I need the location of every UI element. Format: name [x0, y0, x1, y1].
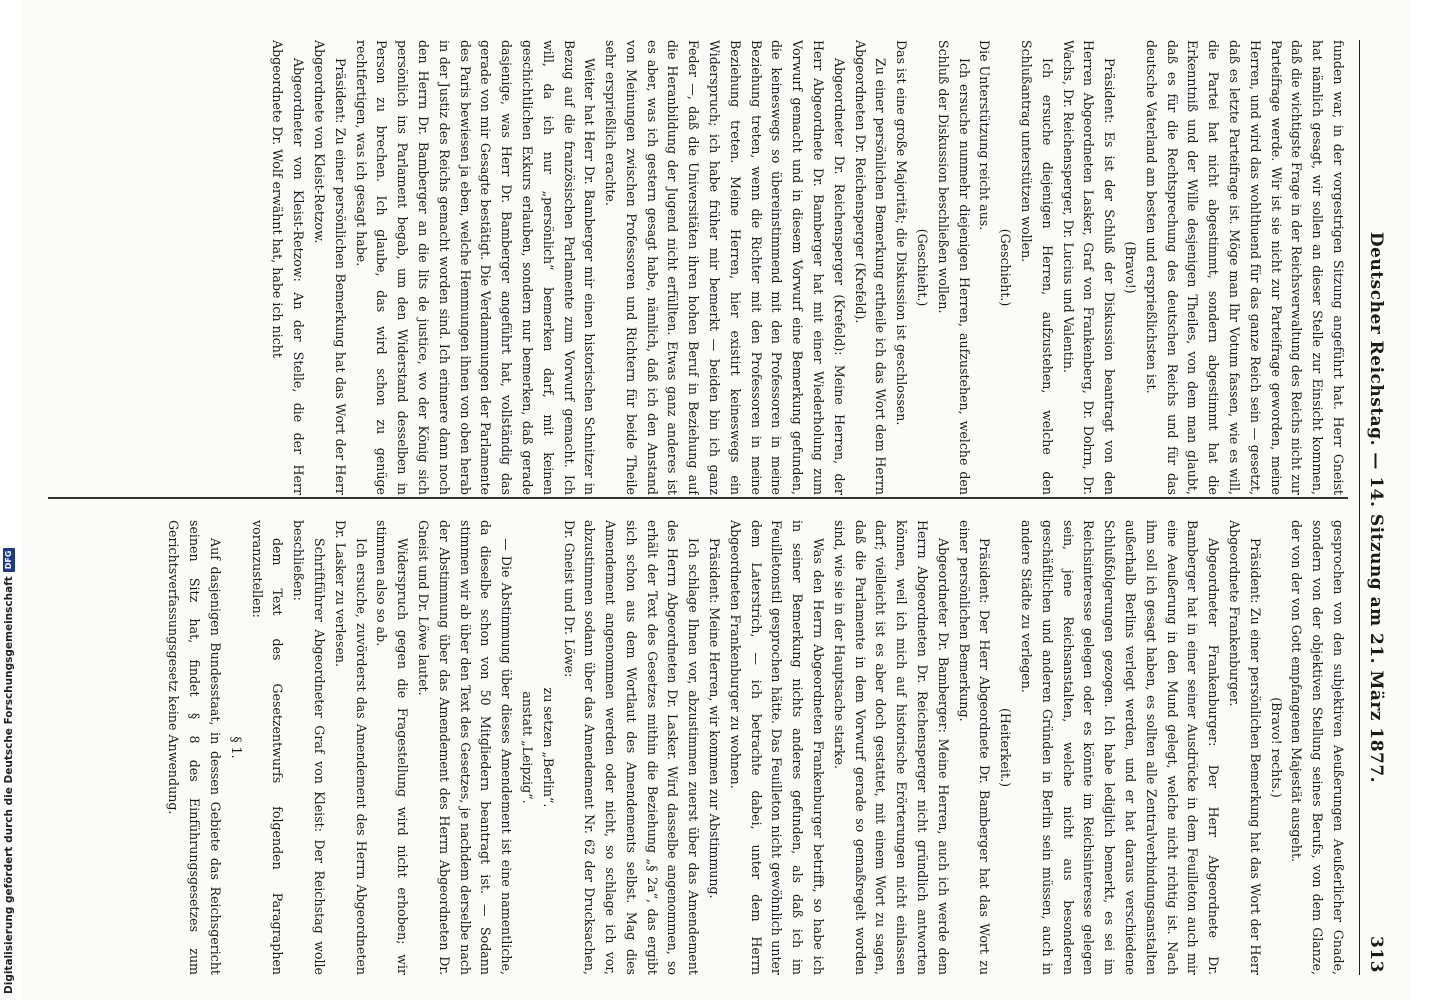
paragraph: funden war, in der vorgestrigen Sitzung angeführt hat. Herr Gneist hat nämlich gesagt, wir sollen an dieser Stelle zur Einsicht kommen, daß die wichtigste Frage in der Reichsverwaltung des Reichs nicht zur Parteifrage werde. Wir ist sie nicht zur Parteifrage geworden, meine Herren, und wird das wohlthuend für das ganze Reich sein — gesetzt, daß es letzte Parteifrage ist. Möge man Ihr Votum fassen, wie es will, die Partei hat nicht abgestimmt, sondern abgestimmt hat die Erkenntniß und der Wille desjenigen Theiles, von dem man glaubt, daß es für die Rechtsprechung des deutschen Reichs und für das deutsche Vaterland am besten und ersprießlichsten ist. [1143, 40, 1346, 495]
paragraph: Ich ersuche diejenigen Herren, aufzustehen, welche den Schlußantrag unterstützen wollen. [1019, 40, 1055, 495]
paragraph: Ich ersuche nunmehr diejenigen Herren, aufzustehen, welche den Schluß der Diskussion beschließen wollen. [935, 40, 972, 495]
stage-direction: § 1. [228, 736, 244, 759]
paragraph: — Die Abstimmung über dieses Amendement ist eine namentliche, da dieselbe schon von 50 Mitgliedern beantragt ist. — Sodann stimmen wir ab über den Text des Gesetzes, je nachdem derselbe nach der Abstimmung über das Amendement des Herrn Abgeordneten Dr. Gneist und Dr. Löwe lautet. [415, 520, 515, 975]
paragraph: Weiter hat Herr Dr. Bamberger mir einen historischen Schnitzer in Bezug auf die französischen Parlamente zum Vorwurf gemacht. Ich will, da ich nur „persönlich“ bemerken darf, mit keinen geschichtlichen Exkurs erlauben, sondern nur bemerken, daß gerade dasjenige, was Herr Dr. Bamberger angeführt hat, vollständig das gerade von mir Gesagte bestätigt. Die Verdammungen der Parlamente des Paris bewiesen ja eben, welche Hemmungen ihnen von oben herab in der Justiz des Reichs gemacht worden sind. Ich erinnere dann noch den Herrn Dr. Bamberger an die lits de justice, wo der König sich persönlich ins Parlament begab, um den Widerstand desselben in Person zu brechen. Ich glaube, das wird schon zu genüge rechtfertigen, was ich gesagt habe. [353, 40, 598, 495]
paragraph: Was den Herrn Abgeordneten Frankenburger betrifft, so habe ich in seiner Bemerkung nichts anderes gefunden, als daß ich im Feuilletonstil gesprochen hätte. Das Feuilleton nicht gewöhnlich unter dem Laterstrich, — ich betrachte dabei, unter dem Herrn Abgeordneten Frankenburger zu wohnen. [727, 520, 827, 975]
paragraph: Die Unterstützung reicht aus. [977, 40, 993, 231]
paragraph: Präsident: Der Herr Abgeordnete Dr. Bamberger hat das Wort zu einer persönlichen Bemerkung. [956, 520, 993, 975]
paragraph: Abgeordneter Dr. Bamberger: Meine Herren, auch ich werde dem Herrn Abgeordneten Dr. Reichensperger nicht gründlich antworten können, weil ich mich auf historische Erörterungen nicht einlassen darf; vielleicht ist es aber doch gestattet, mit einem Wort zu sagen, daß die Parlamente in dem Vorwurf gerade so gemaßregelt worden sind, wie sie in der Hauptsache starke. [831, 520, 951, 975]
footer-credit [0, 0, 18, 1000]
paragraph: Abgeordneter von Kleist-Retzow: An der Stelle, die der Herr Abgeordnete Dr. Wolf erwähnt hat, habe ich nicht [270, 40, 307, 495]
page-header [1359, 40, 1388, 975]
right-column [48, 520, 1348, 975]
footer-text: Digitalisierung gefördert durch die Deutsche Forschungsgemeinschaft [3, 576, 15, 994]
paragraph: Das ist eine große Majorität; die Diskussion ist geschlossen. [894, 40, 910, 426]
stage-direction: zu setzen „Berlin“. [540, 687, 556, 808]
paragraph: Präsident: Zu einer persönlichen Bemerkung hat das Wort der Herr Abgeordnete Frankenburger. [1227, 520, 1263, 975]
paragraph: Zu einer persönlichen Bemerkung ertheile ich das Wort dem Herrn Abgeordneten Dr. Reichensperger (Krefeld). [852, 40, 889, 495]
stage-direction: (Geschieht.) [915, 228, 931, 307]
paragraph: Auf dasjenigen Bundesstaat, in dessen Gebiete das Reichsgericht seinen Sitz hat, findet § 8 des Einführungsgesetzes zum Gerichtsverfassungsgesetz keine Anwendung. [166, 520, 223, 975]
paragraph: Präsident: Zu einer persönlichen Bemerkung hat das Wort der Herr Abgeordnete von Kleist-Retzow. [311, 40, 348, 495]
paragraph: Widerspruch gegen die Fragestellung wird nicht erhoben; wir stimmen also so ab. [374, 520, 411, 975]
paragraph: dem Text des Gesetzentwurfs folgenden Paragraphen voranzustellen: [249, 520, 286, 975]
page-title: Deutscher Reichstag. — 14. Sitzung am 21. März 1877. [1366, 231, 1386, 784]
stage-direction: anstatt „Leipzig“. [519, 691, 535, 804]
footer-bar [0, 0, 22, 1000]
paragraph: Präsident: Es ist der Schluß der Diskussion beantragt von den Herren Abgeordneten Lasker, Graf von Frankenberg, Dr. Dohrn, Dr. Wachs, Dr. Reichensperger, Dr. Lucius und Valentin. [1060, 40, 1118, 495]
paragraph: Ich schlage Ihnen vor, abzustimmen zuerst über das Amendement des Herrn Abgeordneten Dr. Lasker. Wird dasselbe angenommen, so erhält der Text des Gesetzes mithin die Beziehung „§ 2a“, das ergibt sich schon aus dem Wortlaut des Amendements selbst. Mag dies Amendement angenommen werden oder nicht, so schlage ich vor, abzustimmen sodann über das Amendement Nr. 62 der Drucksachen, Dr. Gneist und Dr. Löwe: [561, 520, 702, 975]
paragraph: Abgeordneter Frankenburger: Der Herr Abgeordnete Dr. Bamberger hat in einer seiner Ausdrücke in dem Feuilleton auch mir eine Aeußerung in den Mund gelegt, welche nicht richtig ist. Nach ihm soll ich gesagt haben, es sollten alle Zentralverbindungsanstalten außerhalb Berlins verlegt werden, und er hat daraus verschiedene Schlußfolgerungen gezogen. Ich habe lediglich bemerkt, es sei im Reichsinteresse gelegen oder es könnte im Reichsinteresse gelegen sein, jene Reichsanstalten, welche nicht aus besonderen geschäftlichen und anderen Gründen in Berlin sein müssen, auch in andere Städte zu verlegen. [1019, 520, 1222, 975]
paragraph: Abgeordneter Dr. Reichensperger (Krefeld): Meine Herren, der Herr Abgeordnete Dr. Bamberger hat mit einer Wiederholung zum Vorwurf gemacht und in diesem Vorwurf eine Bemerkung gefunden, die keineswegs so übereinstimmend mit den Professoren in meine Beziehung treten, wenn die Richter mit den Professoren in meine Beziehung treten. Meine Herren, hier existirt keineswegs ein Widerspruch; ich habe früher mir bemerkt — beiden bin ich ganz Feder —, daß die Universitäten ihren hohen Beruf in Beziehung auf die Heranbildung der Jugend nicht erfüllten. Etwas ganz anderes ist es aber, was ich gestern gesagt habe, nämlich, daß ich den Anstand von Meinungen zwischen Professoren und Richtern für beide Theile sehr ersprießlich erachte. [603, 40, 847, 495]
page-number: 313 [1366, 936, 1386, 973]
paragraph: gesprochen von den subjektiven Aeußerungen Aeußerlicher Gnade, sondern von der objektiven Stellung seines Berufs, von dem Glanze, der von der von Gott empfangenen Majestät ausgeht. [1289, 520, 1346, 975]
stage-direction: (Geschieht.) [998, 228, 1014, 307]
paragraph: Schriftführer Abgeordneter Graf von Kleist: Der Reichstag wolle beschließen: [291, 520, 327, 975]
paragraph: Präsident: Meine Herren, wir kommen zur Abstimmung. [707, 538, 723, 899]
stage-direction: (Bravo!) [1123, 241, 1139, 294]
paragraph: Ich ersuche, zuvörderst das Amendement des Herrn Abgeordneten Dr. Lasker zu verlesen. [332, 520, 369, 975]
stage-direction: (Bravo! rechts.) [1268, 697, 1284, 798]
dfg-logo: DFG [3, 548, 15, 573]
column-divider [48, 497, 1348, 499]
left-column [48, 40, 1348, 495]
stage-direction: (Heiterkeit.) [998, 708, 1014, 787]
